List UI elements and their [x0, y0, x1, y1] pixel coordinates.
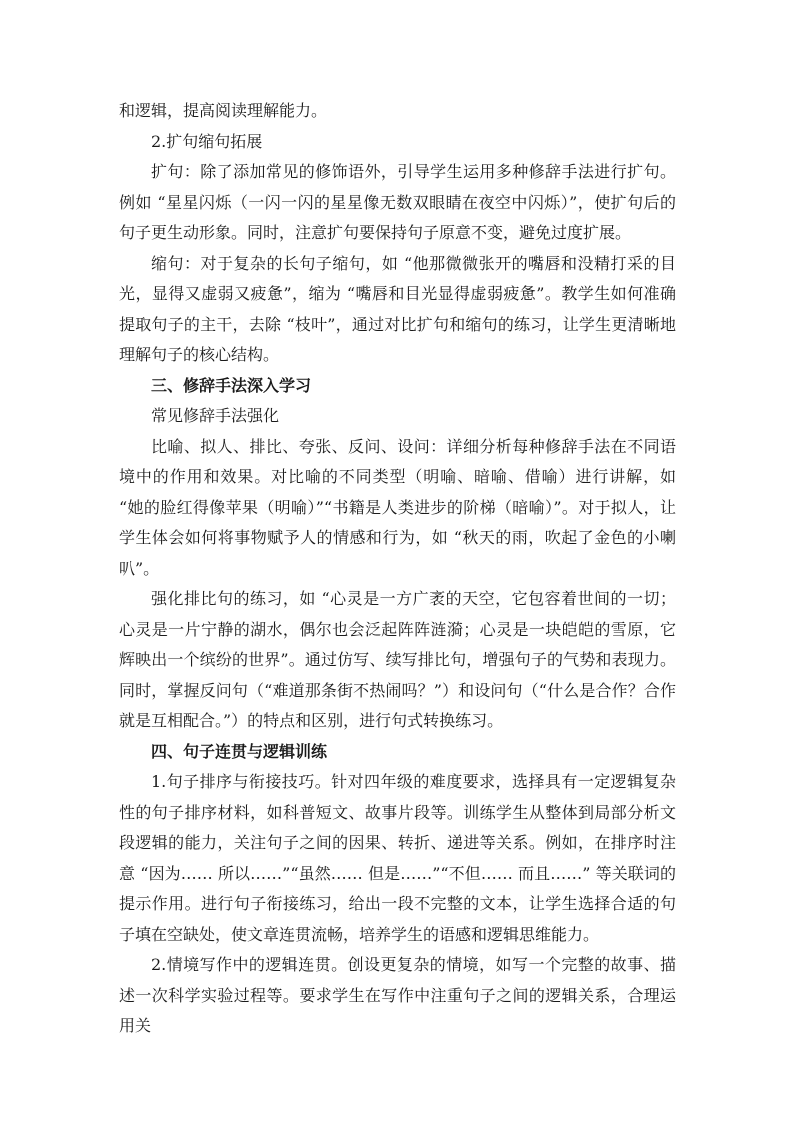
- document-body: [119, 96, 676, 1042]
- section-heading-rhetoric: 三、修辞手法深入学习: [151, 375, 312, 395]
- paragraph-sentence-ordering: 1.句子排序与衔接技巧。针对四年级的难度要求，选择具有一定逻辑复杂性的句子排序材料，如科普短文、故事片段等。训练学生从整体到局部分析文段逻辑的能力，关注句子之间的因果、转折、递进等关系。例如，在排序时注意 “因为…… 所以……”“虽然…… 但是……”“不但…… 而且……” 等关联词的提示作用。进行句子衔接练习，给出一段不完整的文本，让学生选择合适的句子填在空缺处，使文章连贯流畅，培养学生的语感和逻辑思维能力。: [119, 772, 676, 944]
- subsection-title-rhetoric-strengthen: 常见修辞手法强化: [151, 406, 280, 425]
- paragraph-situational-writing: 2.情境写作中的逻辑连贯。创设更复杂的情境，如写一个完整的故事、描述一次科学实验过程等。要求学生在写作中注重句子之间的逻辑关系，合理运用关: [119, 955, 676, 1035]
- paragraph-continuation: 和逻辑，提高阅读理解能力。: [119, 101, 328, 120]
- section-heading-coherence: 四、句子连贯与逻辑训练: [151, 741, 328, 761]
- paragraph-parallelism-practice: 强化排比句的练习，如 “心灵是一方广袤的天空，它包容着世间的一切；心灵是一片宁静的湖水，偶尔也会泛起阵阵涟漪；心灵是一块皑皑的雪原，它辉映出一个缤纷的世界”。通过仿写、续写排比句，增强句子的气势和表现力。同时，掌握反问句（“难道那条街不热闹吗？”）和设问句（“什么是合作？合作就是互相配合。”）的特点和区别，进行句式转换练习。: [119, 589, 676, 730]
- paragraph-rhetoric-types: 比喻、拟人、排比、夸张、反问、设问：详细分析每种修辞手法在不同语境中的作用和效果。对比喻的不同类型（明喻、暗喻、借喻）进行讲解，如 “她的脸红得像苹果（明喻）”“书籍是人类进步的阶梯（暗喻）”。对于拟人，让学生体会如何将事物赋予人的情感和行为，如 “秋天的雨，吹起了金色的小喇叭”。: [119, 436, 676, 578]
- paragraph-shorten-sentence: 缩句：对于复杂的长句子缩句，如 “他那微微张开的嘴唇和没精打采的目光，显得又虚弱又疲惫”，缩为 “嘴唇和目光显得虚弱疲惫”。教学生如何准确提取句子的主干，去除 “枝叶”，通过对比扩句和缩句的练习，让学生更清晰地理解句子的核心结构。: [119, 253, 676, 364]
- paragraph-expand-sentence: 扩句：除了添加常见的修饰语外，引导学生运用多种修辞手法进行扩句。例如 “星星闪烁（一闪一闪的星星像无数双眼睛在夜空中闪烁）”，使扩句后的句子更生动形象。同时，注意扩句要保持句子原意不变，避免过度扩展。: [119, 162, 676, 242]
- subsection-title-expand-shorten: 2.扩句缩句拓展: [151, 131, 263, 151]
